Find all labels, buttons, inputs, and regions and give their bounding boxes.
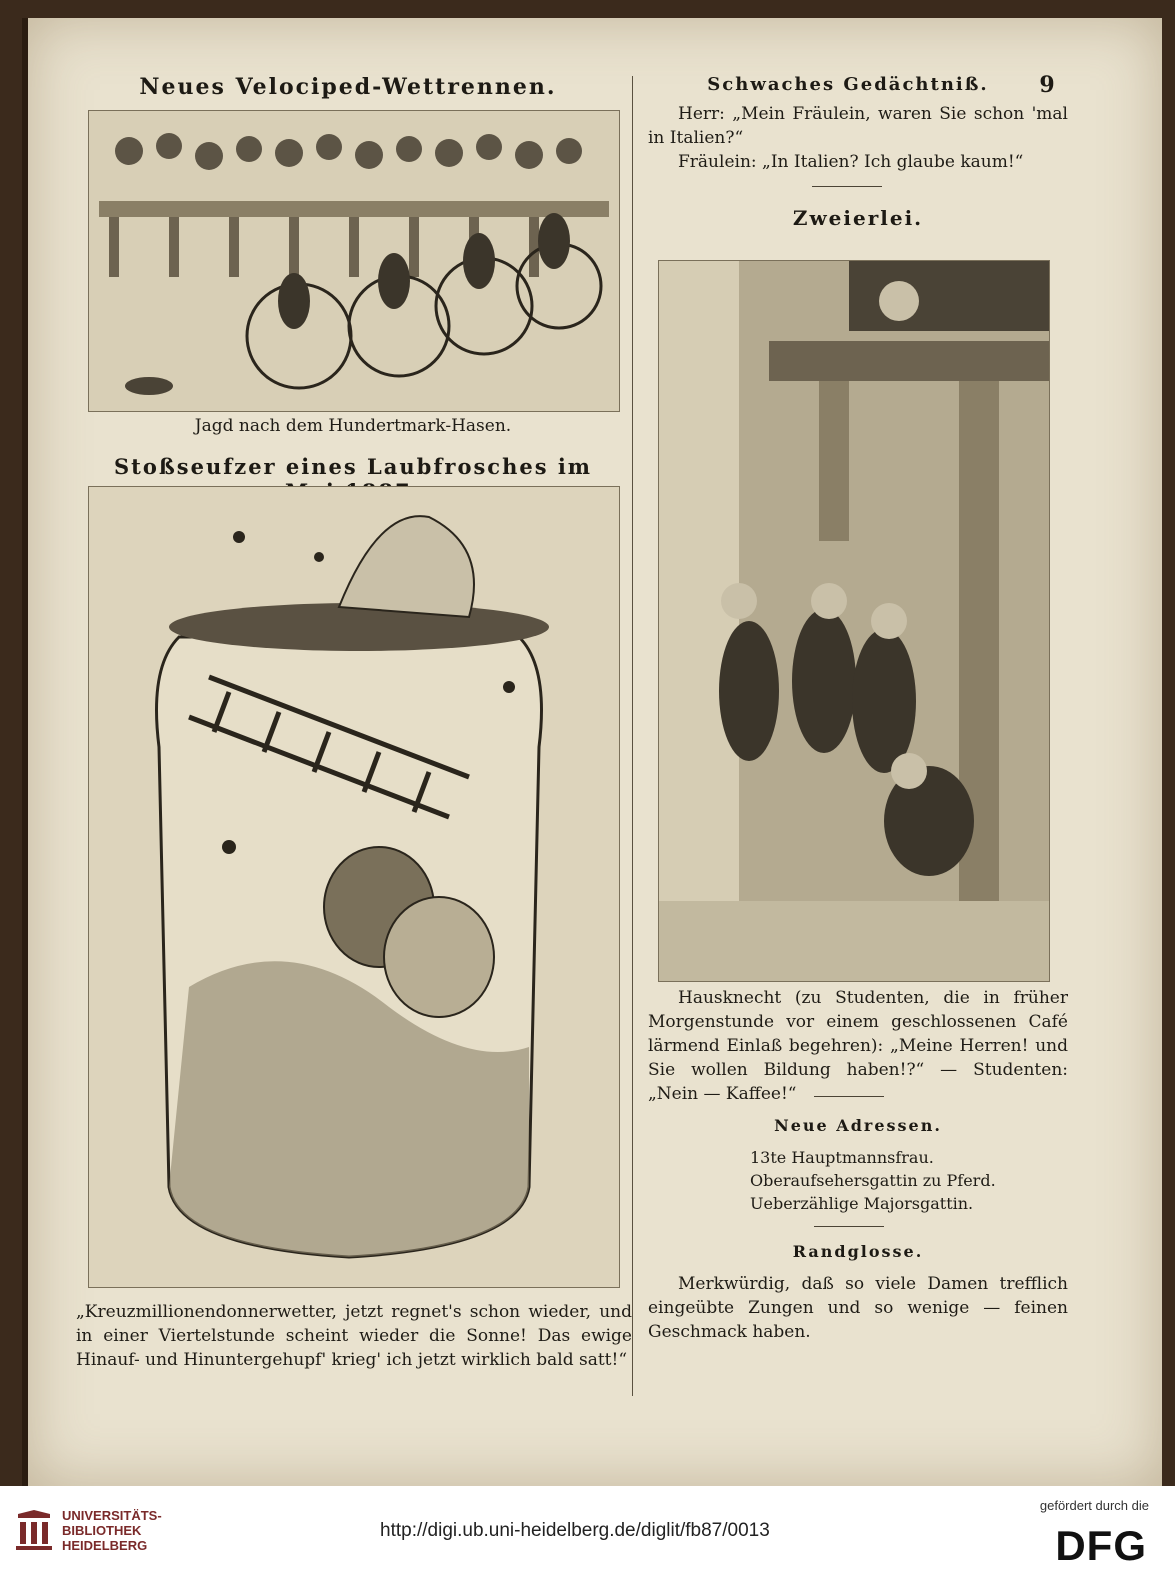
column-divider [632,76,633,1396]
page-number: 9 [1039,72,1057,98]
divider-rule-1 [812,186,882,187]
bicycle-race-drawing [89,111,619,411]
illustration-students-cafe [658,260,1050,982]
caption-hare-chase: Jagd nach dem Hundertmark-Hasen. [194,416,512,436]
students-cafe-drawing [659,261,1049,981]
library-name-line: HEIDELBERG [62,1538,148,1553]
library-name-line: UNIVERSITÄTS- [62,1508,162,1523]
title-laubfrosch: Stoßseufzer eines Laubfrosches im [113,454,593,479]
title-randglosse: Randglosse. [792,1242,924,1261]
poem-laubfrosch: „Kreuzmillionendonnerwetter, jetzt regnet's schon wieder, und in einer Viertelstunde scheint wieder die Sonne! Das ewige Hinauf- und Hinuntergehupf' krieg' ich jetzt wirklich bald satt!“ [76,1302,632,1370]
footer-bar [0,1486,1175,1577]
dialog-herr: Herr: „Mein Fräulein, waren Sie schon 'mal in Italien?“ [648,104,1068,148]
source-url-link[interactable]: http://digi.ub.uni-heidelberg.de/diglit/fb87/0013 [380,1520,770,1541]
title-gedaechtnis: Schwaches Gedächtniß. [707,74,989,95]
address-list [750,1146,1050,1215]
title-velociped: Neues Velociped-Wettrennen. [139,74,557,100]
dialog-fraeulein: Fräulein: „In Italien? Ich glaube kaum!“ [678,152,1024,172]
frog-jar-drawing [89,487,619,1287]
address-item: Oberaufsehersgattin zu Pferd. [750,1171,996,1190]
title-zweierlei: Zweierlei. [792,206,924,230]
dfg-logo: DFG [1055,1522,1147,1569]
page-sheet [22,18,1162,1486]
library-name [62,1508,162,1553]
library-logo-icon [14,1508,54,1552]
address-item: Ueberzählige Majorsgattin. [750,1194,974,1213]
funded-by-label: gefördert durch die [1039,1498,1149,1513]
illustration-frog-jar [88,486,620,1288]
divider-rule-3 [814,1226,884,1227]
divider-rule-2 [814,1096,884,1097]
library-name-line: BIBLIOTHEK [62,1523,142,1538]
address-item: 13te Hauptmannsfrau. [750,1148,934,1167]
title-adressen: Neue Adressen. [774,1116,942,1135]
gloss-text: Merkwürdig, daß so viele Damen trefflich eingeübte Zungen und so wenige — feinen Geschmack haben. [648,1274,1068,1342]
caption-hausknecht: Hausknecht (zu Studenten, die in früher Morgenstunde vor einem geschlossenen Café lärmend Einlaß begehren): „Meine Herren! und Sie wollen Bildung haben!?“ — Studenten: „Nein — Kaffee!“ [648,988,1068,1104]
illustration-bicycle-race [88,110,620,412]
